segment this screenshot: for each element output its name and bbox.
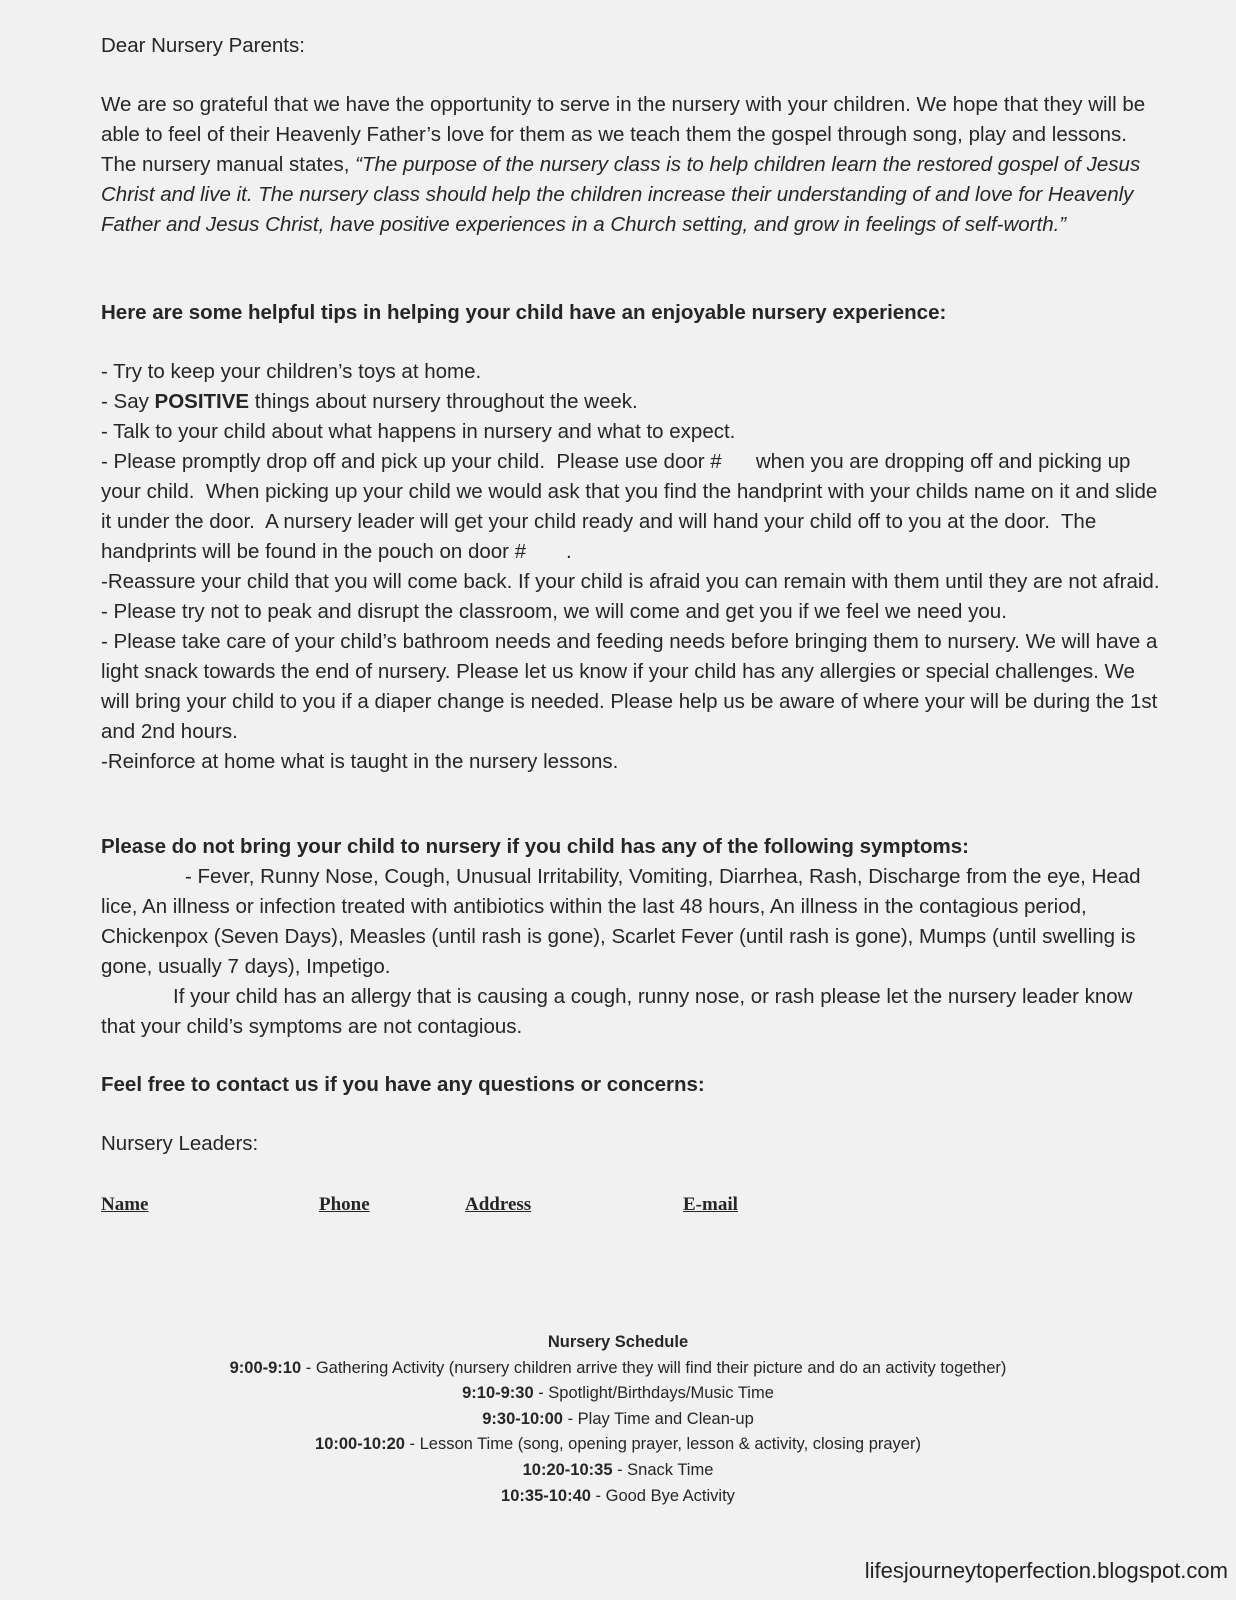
column-header-email: E-mail [683, 1194, 738, 1215]
schedule-row: 10:20-10:35 - Snack Time [522, 1460, 714, 1479]
nursery-schedule [0, 1330, 1236, 1509]
tip-item: - Talk to your child about what happens in nursery and what to expect. [101, 420, 736, 443]
column-header-phone: Phone [319, 1194, 370, 1215]
schedule-title: Nursery Schedule [547, 1333, 689, 1351]
positive-emphasis: POSITIVE [154, 390, 250, 413]
column-header-name: Name [101, 1194, 149, 1215]
symptoms-heading: Please do not bring your child to nursery if you child has any of the following symptoms: [101, 835, 969, 858]
tip-item: - Say POSITIVE things about nursery throughout the week. [101, 390, 638, 413]
leaders-label: Nursery Leaders: [101, 1132, 259, 1155]
tip-item: -Reassure your child that you will come back. If your child is afraid you can remain with them until they are not afraid. [101, 570, 1160, 593]
tips-list [101, 357, 1164, 777]
schedule-row: 10:00-10:20 - Lesson Time (song, opening prayer, lesson & activity, closing prayer) [315, 1435, 921, 1454]
schedule-row: 9:30-10:00 - Play Time and Clean-up [482, 1409, 754, 1428]
intro-text: We are so grateful that we have the opportunity to serve in the nursery with your children. We hope that they will be able to feel of their Heavenly Father’s love for them as we teach them the gospel through song, play and lessons. The nursery manual states, [101, 93, 1146, 176]
symptoms-list [101, 862, 1161, 1042]
tip-item: - Please promptly drop off and pick up your child. Please use door # when you are dropping off and picking up your child. When picking up your child we would ask that you find the handprint with your childs name on it and slide it under the door. A nursery leader will get your child ready and will hand your child off to you at the door. The handprints will be found in the pouch on door # . [101, 450, 1164, 563]
tip-item: - Please take care of your child’s bathroom needs and feeding needs before bringing them to nursery. We will have a light snack towards the end of nursery. Please let us know if your child has any allergies or special challenges. We will bring your child to you if a diaper change is needed. Please help us be aware of where your will be during the 1st and 2nd hours. [101, 630, 1158, 743]
greeting: Dear Nursery Parents: [101, 34, 305, 57]
manual-quote: “The purpose of the nursery class is to help children learn the restored gospel of Jesus Christ and live it. The nursery class should help the children increase their understanding of and love for Heavenly Father and Jesus Christ, have positive experiences in a Church setting, and grow in feelings of self-worth.” [101, 153, 1141, 236]
schedule-row: 9:10-9:30 - Spotlight/Birthdays/Music Time [462, 1384, 774, 1403]
schedule-row: 9:00-9:10 - Gathering Activity (nursery children arrive they will find their picture and do an activity together) [229, 1358, 1007, 1377]
schedule-row: 10:35-10:40 - Good Bye Activity [501, 1486, 735, 1505]
allergy-note: If your child has an allergy that is causing a cough, runny nose, or rash please let the nursery leader know that your child’s symptoms are not contagious. [101, 985, 1133, 1038]
column-header-address: Address [465, 1194, 532, 1215]
tip-item: - Please try not to peak and disrupt the classroom, we will come and get you if we feel we need you. [101, 600, 1007, 623]
symptoms-text: - Fever, Runny Nose, Cough, Unusual Irritability, Vomiting, Diarrhea, Rash, Discharge from the eye, Head lice, An illness or infection treated with antibiotics within the last 48 hours, An illness in the contagious period, Chickenpox (Seven Days), Measles (until rash is gone), Scarlet Fever (until rash is gone), Mumps (until swelling is gone, usually 7 days), Impetigo. [101, 865, 1141, 978]
blog-watermark: lifesjourneytoperfection.blogspot.com [864, 1558, 1228, 1583]
tip-item: - Try to keep your children’s toys at home. [101, 360, 482, 383]
tip-item: -Reinforce at home what is taught in the nursery lessons. [101, 750, 619, 773]
intro-paragraph [101, 90, 1161, 240]
contact-heading: Feel free to contact us if you have any questions or concerns: [101, 1073, 705, 1096]
tips-heading: Here are some helpful tips in helping your child have an enjoyable nursery experience: [101, 301, 947, 324]
